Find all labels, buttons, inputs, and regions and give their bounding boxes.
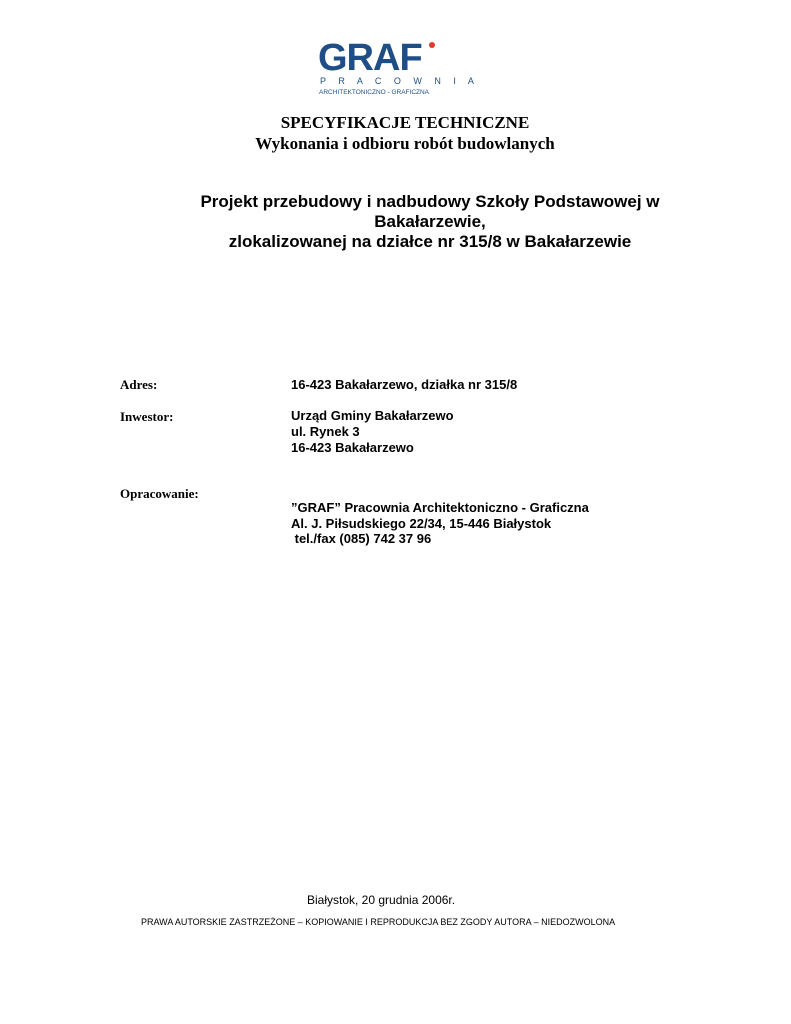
logo-red-dot bbox=[429, 42, 435, 48]
investor-label: Inwestor: bbox=[120, 409, 174, 424]
address-value: 16-423 Bakałarzewo, działka nr 315/8 bbox=[291, 377, 518, 392]
logo-subtitle-1: P R A C O W N I A bbox=[320, 76, 474, 86]
graf-logo bbox=[318, 40, 474, 98]
prepared-line-1: ”GRAF” Pracownia Architektoniczno - Graficzna bbox=[291, 500, 589, 515]
prepared-line-2: Al. J. Piłsudskiego 22/34, 15-446 Białystok bbox=[291, 516, 552, 531]
prepared-line-3: tel./fax (085) 742 37 96 bbox=[291, 531, 432, 546]
investor-line-3: 16-423 Bakałarzewo bbox=[291, 440, 414, 455]
document-subtitle: Wykonania i odbioru robót budowlanych bbox=[255, 134, 555, 153]
project-title-line-1: Projekt przebudowy i nadbudowy Szkoły Podstawowej w bbox=[200, 192, 660, 211]
investor-line-2: ul. Rynek 3 bbox=[291, 424, 360, 439]
graf-logo-graphic bbox=[318, 40, 474, 98]
document-title: SPECYFIKACJE TECHNICZNE bbox=[280, 113, 530, 132]
prepared-label: Opracowanie: bbox=[120, 486, 199, 501]
address-label: Adres: bbox=[120, 377, 158, 392]
project-title-line-2: Bakałarzewie, bbox=[374, 212, 486, 231]
footer-copyright: PRAWA AUTORSKIE ZASTRZEŻONE – KOPIOWANIE I REPRODUKCJA BEZ ZGODY AUTORA – NIEDOZWOLONA bbox=[141, 917, 616, 927]
footer-date: Białystok, 20 grudnia 2006r. bbox=[307, 893, 456, 907]
logo-wordmark: GRAF bbox=[318, 40, 422, 79]
project-title-line-3: zlokalizowanej na działce nr 315/8 w Bakałarzewie bbox=[228, 232, 632, 251]
logo-subtitle-2: ARCHITEKTONICZNO - GRAFICZNA bbox=[319, 89, 430, 96]
investor-line-1: Urząd Gminy Bakałarzewo bbox=[291, 408, 454, 423]
